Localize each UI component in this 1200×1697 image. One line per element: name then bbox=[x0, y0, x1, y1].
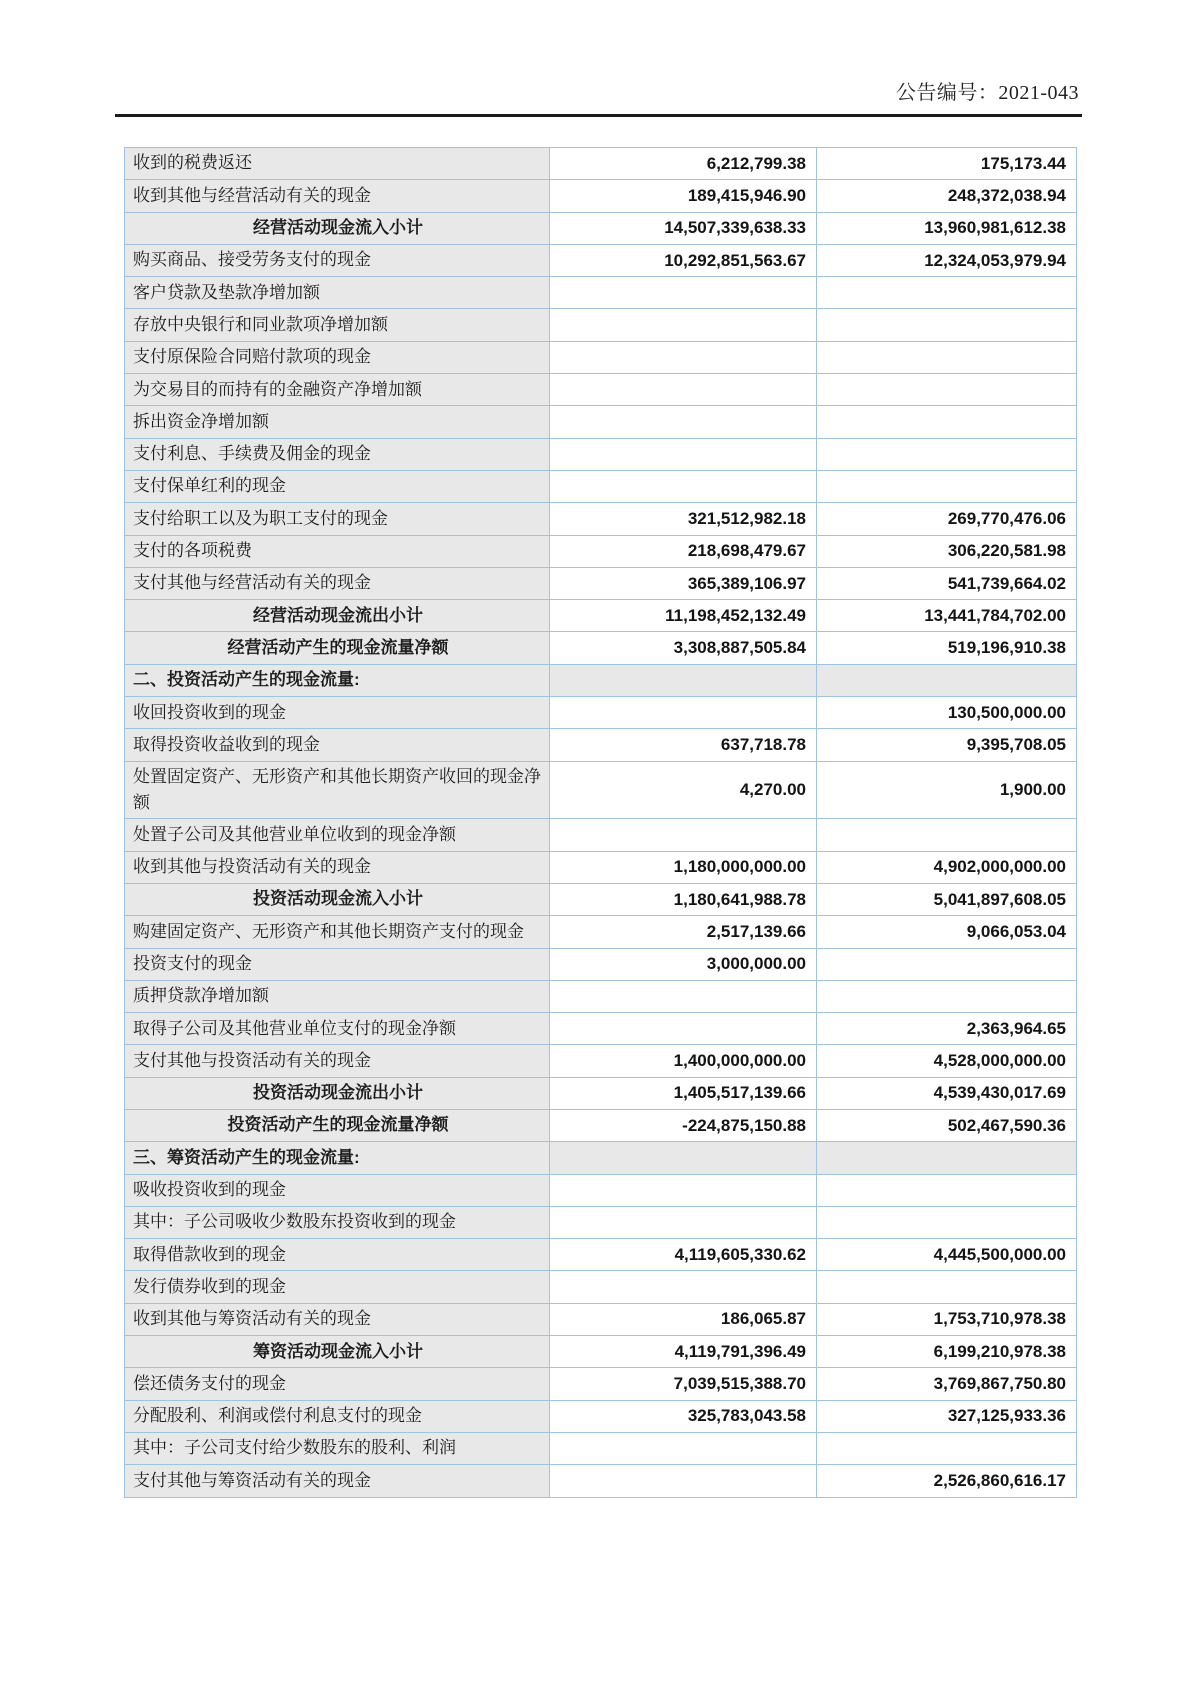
row-label: 收到其他与经营活动有关的现金 bbox=[125, 180, 550, 212]
value-current-period: 4,119,605,330.62 bbox=[550, 1239, 817, 1271]
value-current-period: 2,517,139.66 bbox=[550, 916, 817, 948]
row-label: 支付原保险合同赔付款项的现金 bbox=[125, 341, 550, 373]
value-prior-period: 269,770,476.06 bbox=[817, 503, 1077, 535]
value-prior-period bbox=[817, 406, 1077, 438]
row-label: 经营活动现金流出小计 bbox=[125, 600, 550, 632]
row-label: 处置固定资产、无形资产和其他长期资产收回的现金净额 bbox=[125, 761, 550, 819]
value-prior-period: 4,539,430,017.69 bbox=[817, 1077, 1077, 1109]
value-current-period: 365,389,106.97 bbox=[550, 567, 817, 599]
row-label: 收到其他与投资活动有关的现金 bbox=[125, 851, 550, 883]
row-label: 支付的各项税费 bbox=[125, 535, 550, 567]
table-row bbox=[125, 1013, 1077, 1045]
row-label: 取得子公司及其他营业单位支付的现金净额 bbox=[125, 1013, 550, 1045]
table-row bbox=[125, 1239, 1077, 1271]
row-label: 发行债券收到的现金 bbox=[125, 1271, 550, 1303]
value-prior-period: 327,125,933.36 bbox=[817, 1400, 1077, 1432]
row-label: 经营活动产生的现金流量净额 bbox=[125, 632, 550, 664]
value-prior-period bbox=[817, 309, 1077, 341]
table-row bbox=[125, 1045, 1077, 1077]
value-prior-period: 13,960,981,612.38 bbox=[817, 212, 1077, 244]
value-current-period: 218,698,479.67 bbox=[550, 535, 817, 567]
table-row bbox=[125, 1174, 1077, 1206]
value-current-period: 4,270.00 bbox=[550, 761, 817, 819]
row-label: 支付其他与经营活动有关的现金 bbox=[125, 567, 550, 599]
table-row bbox=[125, 916, 1077, 948]
value-prior-period: 13,441,784,702.00 bbox=[817, 600, 1077, 632]
value-prior-period: 12,324,053,979.94 bbox=[817, 244, 1077, 276]
value-current-period: 3,000,000.00 bbox=[550, 948, 817, 980]
row-label: 拆出资金净增加额 bbox=[125, 406, 550, 438]
announcement-number: 公告编号：2021-043 bbox=[895, 82, 1079, 104]
row-label: 质押贷款净增加额 bbox=[125, 980, 550, 1012]
value-prior-period: 2,363,964.65 bbox=[817, 1013, 1077, 1045]
value-prior-period bbox=[817, 1432, 1077, 1464]
table-row bbox=[125, 1271, 1077, 1303]
row-label: 投资支付的现金 bbox=[125, 948, 550, 980]
row-label: 支付保单红利的现金 bbox=[125, 470, 550, 502]
table-row bbox=[125, 1077, 1077, 1109]
row-label: 三、筹资活动产生的现金流量: bbox=[125, 1142, 550, 1174]
value-current-period bbox=[550, 697, 817, 729]
value-current-period: 321,512,982.18 bbox=[550, 503, 817, 535]
value-prior-period: 248,372,038.94 bbox=[817, 180, 1077, 212]
row-label: 处置子公司及其他营业单位收到的现金净额 bbox=[125, 819, 550, 851]
value-current-period bbox=[550, 438, 817, 470]
table-row bbox=[125, 948, 1077, 980]
value-current-period bbox=[550, 819, 817, 851]
table-row bbox=[125, 180, 1077, 212]
table-row bbox=[125, 1400, 1077, 1432]
value-prior-period: 1,900.00 bbox=[817, 761, 1077, 819]
row-label: 为交易目的而持有的金融资产净增加额 bbox=[125, 374, 550, 406]
value-current-period: 4,119,791,396.49 bbox=[550, 1336, 817, 1368]
value-prior-period: 519,196,910.38 bbox=[817, 632, 1077, 664]
row-label: 吸收投资收到的现金 bbox=[125, 1174, 550, 1206]
table-row bbox=[125, 1432, 1077, 1464]
table-row bbox=[125, 535, 1077, 567]
table-row bbox=[125, 503, 1077, 535]
table-row bbox=[125, 1336, 1077, 1368]
table-row bbox=[125, 438, 1077, 470]
value-current-period: 6,212,799.38 bbox=[550, 148, 817, 180]
value-prior-period: 3,769,867,750.80 bbox=[817, 1368, 1077, 1400]
header-divider-line bbox=[115, 114, 1082, 117]
value-prior-period bbox=[817, 980, 1077, 1012]
value-current-period: 14,507,339,638.33 bbox=[550, 212, 817, 244]
row-label: 取得投资收益收到的现金 bbox=[125, 729, 550, 761]
row-label: 其中：子公司支付给少数股东的股利、利润 bbox=[125, 1432, 550, 1464]
value-current-period bbox=[550, 1013, 817, 1045]
value-current-period: 7,039,515,388.70 bbox=[550, 1368, 817, 1400]
value-current-period bbox=[550, 1465, 817, 1497]
value-current-period bbox=[550, 1432, 817, 1464]
value-current-period: 186,065.87 bbox=[550, 1303, 817, 1335]
value-prior-period bbox=[817, 374, 1077, 406]
value-current-period bbox=[550, 309, 817, 341]
row-label: 其中：子公司吸收少数股东投资收到的现金 bbox=[125, 1206, 550, 1238]
value-current-period bbox=[550, 980, 817, 1012]
row-label: 支付其他与投资活动有关的现金 bbox=[125, 1045, 550, 1077]
value-current-period: 637,718.78 bbox=[550, 729, 817, 761]
row-label: 支付给职工以及为职工支付的现金 bbox=[125, 503, 550, 535]
value-current-period bbox=[550, 1142, 817, 1174]
table-row bbox=[125, 632, 1077, 664]
row-label: 经营活动现金流入小计 bbox=[125, 212, 550, 244]
value-current-period bbox=[550, 374, 817, 406]
table-row bbox=[125, 470, 1077, 502]
row-label: 收到的税费返还 bbox=[125, 148, 550, 180]
row-label: 购建固定资产、无形资产和其他长期资产支付的现金 bbox=[125, 916, 550, 948]
table-row bbox=[125, 244, 1077, 276]
value-prior-period: 502,467,590.36 bbox=[817, 1110, 1077, 1142]
table-row bbox=[125, 883, 1077, 915]
table-row bbox=[125, 212, 1077, 244]
row-label: 购买商品、接受劳务支付的现金 bbox=[125, 244, 550, 276]
row-label: 投资活动产生的现金流量净额 bbox=[125, 1110, 550, 1142]
cash-flow-table-body bbox=[125, 148, 1077, 1498]
table-row bbox=[125, 600, 1077, 632]
table-row bbox=[125, 664, 1077, 696]
value-current-period bbox=[550, 1174, 817, 1206]
table-row bbox=[125, 148, 1077, 180]
value-prior-period: 130,500,000.00 bbox=[817, 697, 1077, 729]
value-current-period: 10,292,851,563.67 bbox=[550, 244, 817, 276]
row-label: 分配股利、利润或偿付利息支付的现金 bbox=[125, 1400, 550, 1432]
value-current-period: 189,415,946.90 bbox=[550, 180, 817, 212]
table-row bbox=[125, 1303, 1077, 1335]
value-prior-period: 4,528,000,000.00 bbox=[817, 1045, 1077, 1077]
value-prior-period: 9,066,053.04 bbox=[817, 916, 1077, 948]
value-prior-period bbox=[817, 819, 1077, 851]
row-label: 投资活动现金流入小计 bbox=[125, 883, 550, 915]
value-prior-period bbox=[817, 470, 1077, 502]
value-current-period: 11,198,452,132.49 bbox=[550, 600, 817, 632]
row-label: 二、投资活动产生的现金流量: bbox=[125, 664, 550, 696]
row-label: 投资活动现金流出小计 bbox=[125, 1077, 550, 1109]
table-row bbox=[125, 309, 1077, 341]
value-current-period: 3,308,887,505.84 bbox=[550, 632, 817, 664]
table-row bbox=[125, 341, 1077, 373]
table-row bbox=[125, 567, 1077, 599]
value-current-period: -224,875,150.88 bbox=[550, 1110, 817, 1142]
table-row bbox=[125, 729, 1077, 761]
row-label: 偿还债务支付的现金 bbox=[125, 1368, 550, 1400]
value-prior-period: 9,395,708.05 bbox=[817, 729, 1077, 761]
value-prior-period bbox=[817, 1174, 1077, 1206]
table-row bbox=[125, 277, 1077, 309]
value-prior-period: 2,526,860,616.17 bbox=[817, 1465, 1077, 1497]
value-current-period bbox=[550, 470, 817, 502]
value-prior-period: 1,753,710,978.38 bbox=[817, 1303, 1077, 1335]
row-label: 筹资活动现金流入小计 bbox=[125, 1336, 550, 1368]
table-row bbox=[125, 406, 1077, 438]
value-prior-period: 4,445,500,000.00 bbox=[817, 1239, 1077, 1271]
value-prior-period: 5,041,897,608.05 bbox=[817, 883, 1077, 915]
value-prior-period bbox=[817, 1271, 1077, 1303]
value-prior-period bbox=[817, 664, 1077, 696]
value-prior-period: 6,199,210,978.38 bbox=[817, 1336, 1077, 1368]
value-prior-period: 306,220,581.98 bbox=[817, 535, 1077, 567]
table-row bbox=[125, 1465, 1077, 1497]
row-label: 支付利息、手续费及佣金的现金 bbox=[125, 438, 550, 470]
table-row bbox=[125, 819, 1077, 851]
row-label: 支付其他与筹资活动有关的现金 bbox=[125, 1465, 550, 1497]
table-row bbox=[125, 697, 1077, 729]
value-prior-period bbox=[817, 277, 1077, 309]
table-row bbox=[125, 1206, 1077, 1238]
row-label: 取得借款收到的现金 bbox=[125, 1239, 550, 1271]
value-current-period bbox=[550, 1206, 817, 1238]
table-row bbox=[125, 1368, 1077, 1400]
value-current-period: 1,180,000,000.00 bbox=[550, 851, 817, 883]
value-prior-period bbox=[817, 1142, 1077, 1174]
value-prior-period: 541,739,664.02 bbox=[817, 567, 1077, 599]
value-prior-period bbox=[817, 341, 1077, 373]
value-prior-period: 175,173.44 bbox=[817, 148, 1077, 180]
value-current-period: 1,400,000,000.00 bbox=[550, 1045, 817, 1077]
value-current-period bbox=[550, 341, 817, 373]
value-current-period bbox=[550, 406, 817, 438]
value-current-period bbox=[550, 277, 817, 309]
row-label: 客户贷款及垫款净增加额 bbox=[125, 277, 550, 309]
table-row bbox=[125, 761, 1077, 819]
value-current-period: 325,783,043.58 bbox=[550, 1400, 817, 1432]
value-prior-period bbox=[817, 948, 1077, 980]
row-label: 收到其他与筹资活动有关的现金 bbox=[125, 1303, 550, 1335]
table-row bbox=[125, 1110, 1077, 1142]
value-prior-period: 4,902,000,000.00 bbox=[817, 851, 1077, 883]
table-row bbox=[125, 374, 1077, 406]
row-label: 存放中央银行和同业款项净增加额 bbox=[125, 309, 550, 341]
cash-flow-statement-table bbox=[124, 147, 1077, 1498]
value-current-period bbox=[550, 664, 817, 696]
row-label: 收回投资收到的现金 bbox=[125, 697, 550, 729]
value-prior-period bbox=[817, 438, 1077, 470]
value-current-period bbox=[550, 1271, 817, 1303]
table-row bbox=[125, 980, 1077, 1012]
table-row bbox=[125, 851, 1077, 883]
table-row bbox=[125, 1142, 1077, 1174]
value-current-period: 1,405,517,139.66 bbox=[550, 1077, 817, 1109]
value-current-period: 1,180,641,988.78 bbox=[550, 883, 817, 915]
value-prior-period bbox=[817, 1206, 1077, 1238]
